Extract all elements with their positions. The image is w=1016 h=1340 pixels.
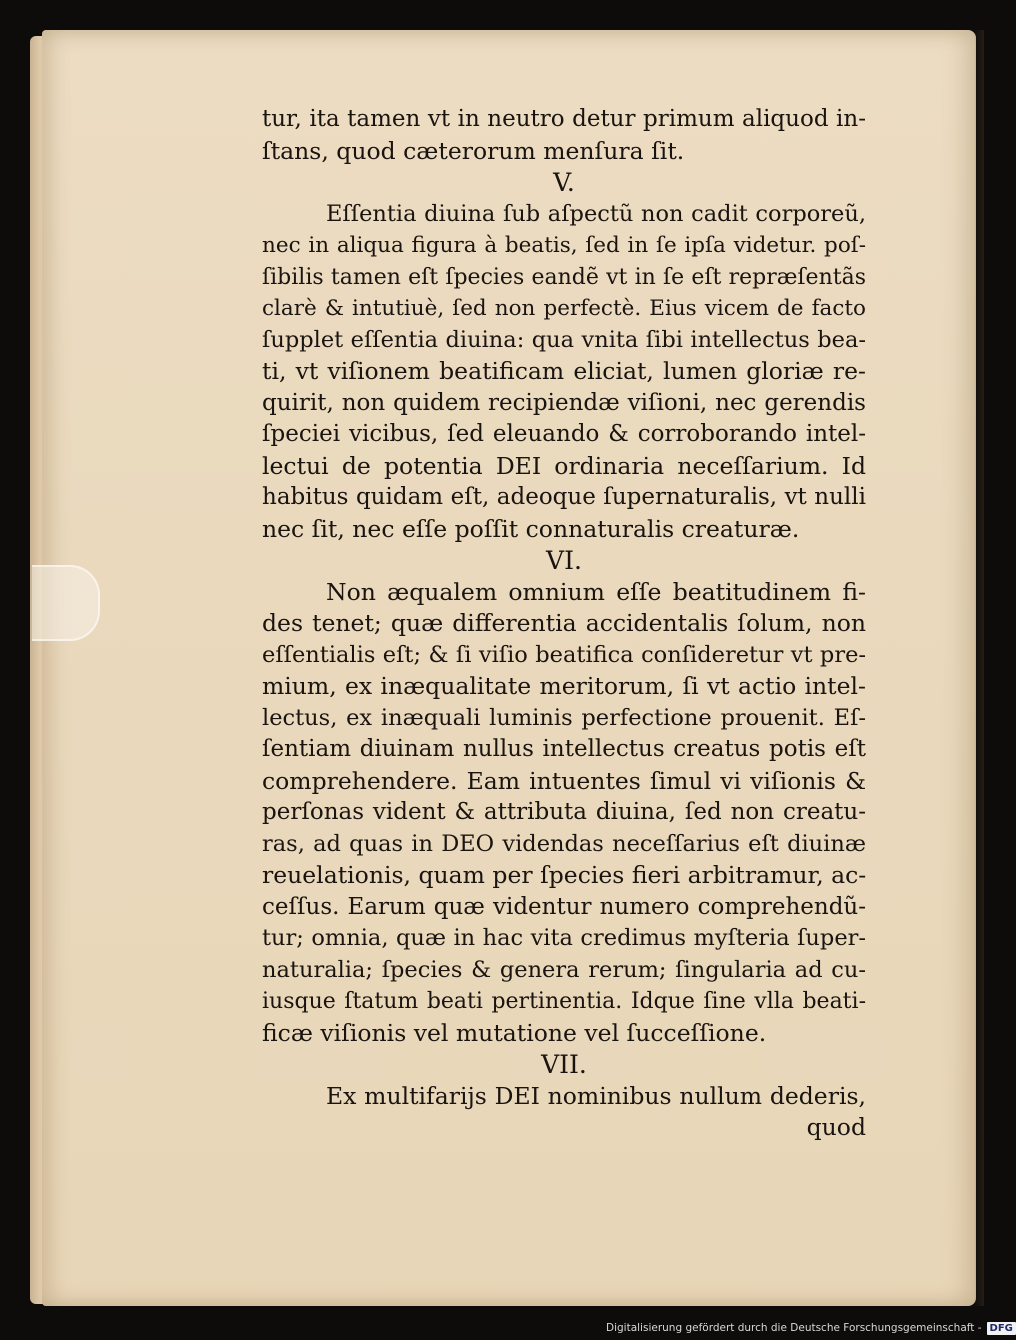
section-heading-vi: VI. (546, 546, 582, 575)
footer-text: Digitalisierung gefördert durch die Deutsche Forschungsgemeinschaft - (606, 1322, 982, 1334)
section-heading-v: V. (553, 168, 575, 197)
text-line: clarè & intutiuè, ſed non perfectè. Eius vicem de facto (262, 296, 866, 321)
text-line: reuelationis, quam per ſpecies fieri arbitramur, ac- (262, 861, 867, 889)
digitization-footer (606, 1318, 1013, 1338)
text-line: Non æqualem omnium eſſe beatitudinem fi- (326, 577, 866, 606)
text-line: quirit, non quidem recipiendæ viſioni, nec gerendis (262, 389, 866, 416)
section-heading-vii: VII. (541, 1050, 587, 1079)
text-line: habitus quidam eſt, adeoque ſupernaturalis, vt nulli (262, 484, 866, 510)
page-text (262, 104, 866, 1144)
text-line: perſonas vident & attributa diuina, ſed non creatu- (262, 799, 866, 825)
text-line: ſupplet eſſentia diuina: qua vnita ſibi intellectus bea- (262, 326, 866, 353)
text-line: des tenet; quæ differentia accidentalis ſolum, non (262, 609, 866, 637)
text-line: eſſentialis eſt; & ſi viſio beatifica conſideretur vt pre- (262, 641, 866, 668)
text-line: ſpeciei vicibus, ſed eleuando & corroborando intel- (262, 421, 866, 447)
text-line: tur; omnia, quæ in hac vita credimus myſteria ſuper- (262, 925, 866, 951)
text-line: ti, vt viſionem beatificam eliciat, lumen gloriæ re- (262, 357, 866, 385)
text-line: nec ſit, nec eſſe poſſit connaturalis creaturæ. (262, 514, 800, 543)
text-line: Ex multifarijs DEI nominibus nullum dederis, (326, 1081, 866, 1110)
text-line: tur, ita tamen vt in neutro detur primum aliquod in- (262, 106, 866, 132)
text-line: ſibilis tamen eſt ſpecies eandẽ vt in ſe eſt repræſentãs (262, 264, 866, 290)
text-line: ceſſus. Earum quæ videntur numero comprehendũ- (262, 893, 866, 920)
text-line: ficæ viſionis vel mutatione vel ſucceſſione. (262, 1018, 767, 1047)
text-line: mium, ex inæqualitate meritorum, ſi vt actio intel- (262, 672, 866, 700)
text-line: comprehendere. Eam intuentes ſimul vi viſionis & (262, 766, 866, 795)
text-line: lectui de potentia DEI ordinaria neceſſarium. Id (262, 451, 866, 480)
text-line: nec in aliqua figura à beatis, ſed in ſe ipſa videtur. poſ- (262, 233, 866, 258)
dfg-logo: DFG (987, 1322, 1016, 1335)
text-line: lectus, ex inæquali luminis perfectione prouenit. Eſ- (262, 704, 866, 731)
page-tab-marker (32, 565, 100, 641)
text-line: iusque ſtatum beati pertinentia. Idque ſine vlla beati- (262, 989, 866, 1014)
catchword: quod (806, 1113, 866, 1141)
text-line: naturalia; ſpecies & genera rerum; ſingularia ad cu- (262, 956, 866, 983)
text-line: Eſſentia diuina ſub aſpectũ non cadit corporeũ, (326, 200, 866, 227)
text-line: ras, ad quas in DEO videndas neceſſarius eſt diuinæ (262, 830, 866, 857)
text-line: ſtans, quod cæterorum menſura ſit. (262, 136, 685, 165)
text-line: ſentiam diuinam nullus intellectus creatus potis eſt (262, 736, 866, 762)
page-gutter-shadow (974, 30, 984, 1306)
